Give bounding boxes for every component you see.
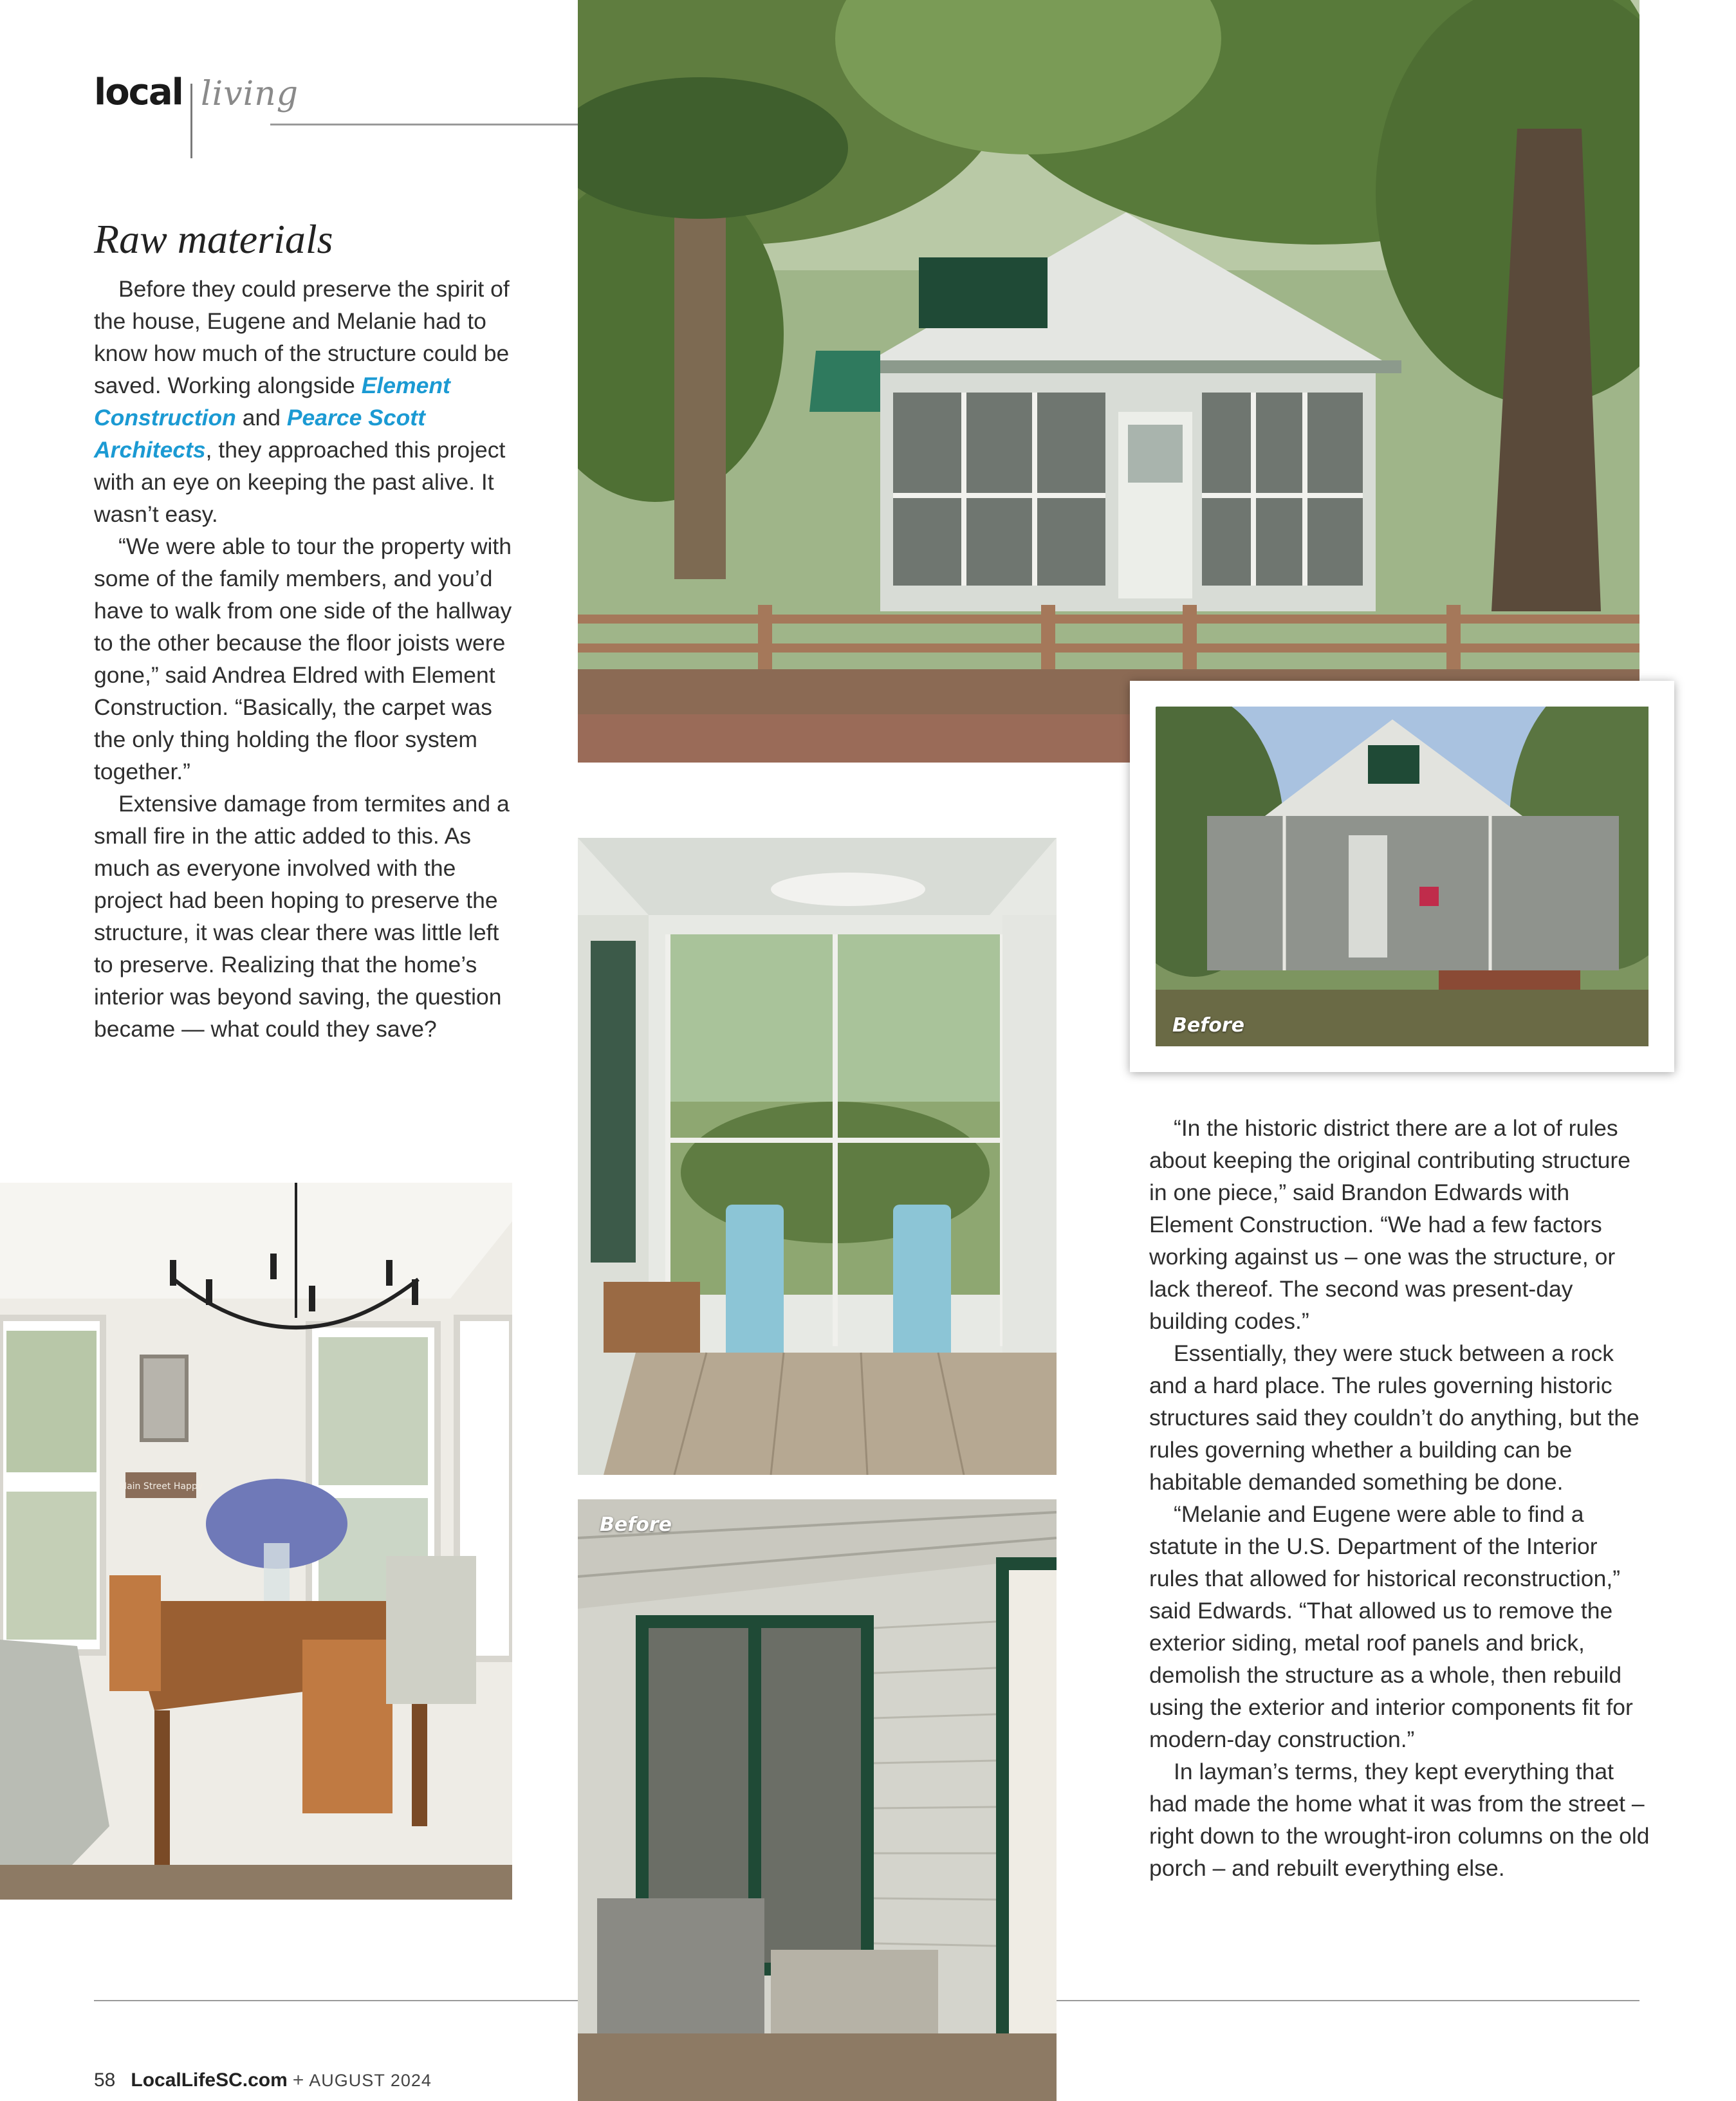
before-house-photo: [1156, 707, 1648, 1046]
dining-room-photo: [0, 1183, 512, 1900]
footer-separator: +: [292, 2069, 304, 2091]
paragraph: “Melanie and Eugene were able to find a statute in the U.S. Department of the Interior rules that allowed for historical reconstruction,” said Edwards. “That allowed us to remove the exterior siding, metal roof panels and brick, demolish the structure as a whole, then rebuild using the exterior and interior components fit for modern-day construction.”: [1149, 1501, 1633, 1752]
paragraph: “We were able to tour the property with some of the family members, and you’d have to walk from one side of the hallway to the other because the floor joists were gone,” said Andrea Eldred with Element Construction. “Basically, the carpet was the only thing holding the floor system together.”: [94, 533, 512, 784]
paragraph: “In the historic district there are a lot of rules about keeping the original contributing structure in one piece,” said Brandon Edwards with Element Construction. “We had a few factors working against us – one was the structure, or lack thereof. The second was present-day building codes.”: [1149, 1115, 1630, 1334]
magazine-logo-local: local: [94, 71, 183, 113]
article-right-column: [1149, 1112, 1651, 1884]
footer-site-link[interactable]: LocalLifeSC.com: [131, 2069, 288, 2091]
before-caption: Before: [600, 1513, 672, 1536]
logo-divider: [190, 84, 192, 158]
paragraph: [94, 273, 512, 530]
wall-sign-text: Main Street Happy: [118, 1481, 203, 1492]
footer-rule: [94, 2000, 578, 2001]
page-footer: [94, 2071, 432, 2090]
screened-porch-photo: [578, 838, 1057, 1475]
paragraph: In layman’s terms, they kept everything that had made the home what it was from the street – right down to the wrought-iron columns on the old porch – and rebuilt everything else.: [1149, 1759, 1650, 1881]
paragraph: Extensive damage from termites and a small fire in the attic added to this. As much as everyone involved with the project had been hoping to preserve the structure, it was clear there was little left to preserve. Realizing that the home’s interior was beyond saving, the question became — what could they save?: [94, 791, 510, 1042]
pearce-scott-architects-link[interactable]: Pearce Scott Architects: [94, 405, 425, 463]
header-rule: [270, 124, 579, 125]
footer-rule: [1057, 2000, 1639, 2001]
magazine-logo-living: living: [201, 75, 299, 113]
paragraph-text: and: [235, 405, 287, 430]
before-caption: Before: [1172, 1014, 1245, 1037]
paragraph: Essentially, they were stuck between a rock and a hard place. The rules governing historic structures said they couldn’t do anything, but the rules governing whether a building can be habitable demanded something be done.: [1149, 1340, 1639, 1495]
page-number: 58: [94, 2069, 116, 2091]
footer-issue-date: AUGUST 2024: [309, 2071, 432, 2090]
section-heading: Raw materials: [94, 216, 333, 262]
paragraph-text: Before they could preserve the spirit of the house, Eugene and Melanie had to know how much of the structure could be saved. Working alongside: [94, 276, 510, 398]
porch-before-photo: [578, 1499, 1057, 2101]
paragraph-text: , they approached this project with an eye on keeping the past alive. It wasn’t easy.: [94, 437, 506, 527]
element-construction-link[interactable]: Element Construction: [94, 373, 450, 430]
article-left-column: [94, 273, 512, 1045]
restored-cottage-photo: [578, 0, 1639, 763]
